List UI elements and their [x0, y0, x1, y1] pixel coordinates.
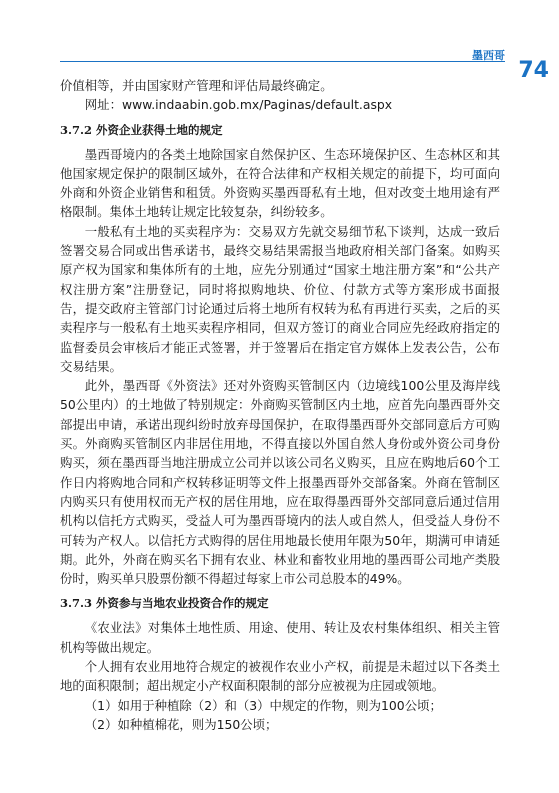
section-3-7-3-paragraph-1: 《农业法》对集体土地性质、用途、使用、转让及农村集体组织、相关主管机构等做出规定。	[60, 620, 500, 655]
section-heading-3-7-2: 3.7.2 外资企业获得土地的规定	[60, 122, 223, 137]
list-item: （2）如种植棉花，则为150公顷；	[84, 716, 278, 732]
section-heading-3-7-3: 3.7.3 外资参与当地农业投资合作的规定	[60, 596, 269, 611]
page-header	[0, 0, 559, 83]
intro-line: 价值相等，并由国家财产管理和评估局最终确定。	[60, 78, 333, 93]
section-3-7-2-paragraph-3: 此外，墨西哥《外资法》还对外资购买管制区内（边境线100公里及海岸线50公里内）的土地做了特别规定：外商购买管制区内土地，应首先向墨西哥外交部提出申请，承诺出现纠纷时放弃母国保护，在取得墨西哥外交部同意后方可购买。外商购买管制区内非居住用地，不得直接以外国自然人身份或外资公司身份购买，须在墨西哥当地注册成立公司并以该公司名义购买，且应在购地后60个工作日内将购地合同和产权转移证明等文件上报墨西哥外交部备案。外商在管制区内购买只有使用权而无产权的居住用地，应在取得墨西哥外交部同意后通过信用机构以信托方式购买，受益人可为墨西哥境内的法人或自然人，但受益人身份不可转为产权人。以信托方式购得的居住用地最长使用年限为50年，期满可申请延期。此外，外商在购买名下拥有农业、林业和畜牧业用地的墨西哥公司地产类股份时，购买单只股票份额不得超过每家上市公司总股本的49%。	[60, 378, 500, 587]
running-header-title: 墨西哥	[472, 49, 505, 62]
section-3-7-2-paragraph-2: 一般私有土地的买卖程序为：交易双方先就交易细节私下谈判，达成一致后签署交易合同或出售承诺书，最终交易结果需报当地政府相关部门备案。如购买原产权为国家和集体所有的土地，应先分别通过“国家土地注册方案”和“公共产权注册方案”注册登记，同时将拟购地块、价位、付款方式等方案形成书面报告，提交政府主管部门讨论通过后将土地所有权转为私有再进行买卖，之后的买卖程序与一般私有土地买卖程序相同，但双方签订的商业合同应先经政府指定的监督委员会审核后才能正式签署，并于签署后在指定官方媒体上发表公告，公布交易结果。	[60, 223, 500, 374]
section-3-7-2-paragraph-1: 墨西哥境内的各类土地除国家自然保护区、生态环境保护区、生态林区和其他国家规定保护的限制区域外，在符合法律和产权相关规定的前提下，均可面向外商和外资企业销售和租赁。外资购买墨西哥私有土地，但对改变土地用途有严格限制。集体土地转让规定比较复杂，纠纷较多。	[60, 146, 500, 220]
intro-url: 网址：www.indaabin.gob.mx/Paginas/default.aspx	[84, 97, 393, 113]
page-number: 74	[518, 58, 549, 83]
list-item: （1）如用于种植除（2）和（3）中规定的作物，则为100公顷；	[84, 697, 442, 713]
section-3-7-3-paragraph-2: 个人拥有农业用地符合规定的被视作农业小产权，前提是未超过以下各类土地的面积限制；超出规定小产权面积限制的部分应被视为庄园或领地。	[60, 659, 500, 694]
header-rule	[60, 61, 505, 62]
page-body	[60, 76, 500, 734]
